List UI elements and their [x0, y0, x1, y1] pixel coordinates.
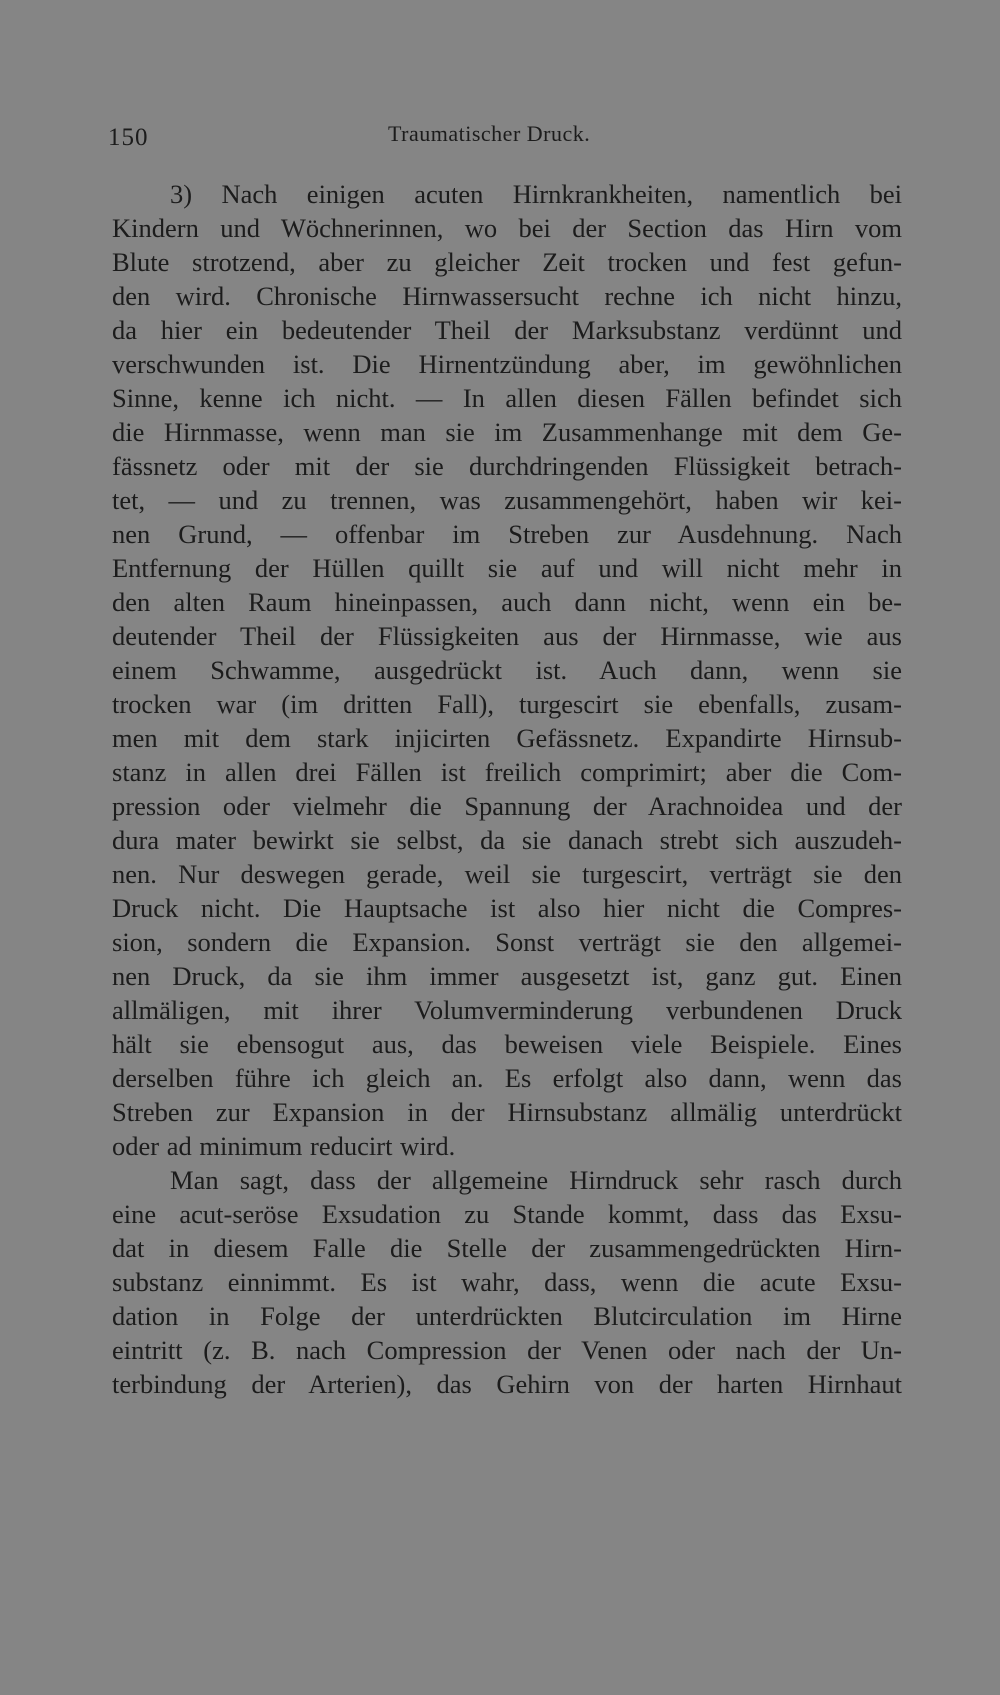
text-line: Druck nicht. Die Hauptsache ist also hier nicht die Compres- [112, 893, 902, 923]
text-line: eintritt (z. B. nach Compression der Venen oder nach der Un- [112, 1335, 902, 1365]
text-line: Entfernung der Hüllen quillt sie auf und will nicht mehr in [112, 553, 902, 583]
text-line: pression oder vielmehr die Spannung der Arachnoidea und der [112, 791, 902, 821]
text-line: nen Druck, da sie ihm immer ausgesetzt ist, ganz gut. Einen [112, 961, 902, 991]
text-line: terbindung der Arterien), das Gehirn von der harten Hirnhaut [112, 1369, 902, 1399]
page-number: 150 [108, 124, 149, 151]
text-line: eine acut-seröse Exsudation zu Stande kommt, dass das Exsu- [112, 1199, 902, 1229]
text-line: derselben führe ich gleich an. Es erfolgt also dann, wenn das [112, 1063, 902, 1093]
running-title: Traumatischer Druck. [388, 121, 591, 146]
text-line: verschwunden ist. Die Hirnentzündung aber, im gewöhnlichen [112, 349, 902, 379]
text-line: deutender Theil der Flüssigkeiten aus der Hirnmasse, wie aus [112, 621, 902, 651]
text-line: substanz einnimmt. Es ist wahr, dass, wenn die acute Exsu- [112, 1267, 902, 1297]
text-line: tet, — und zu trennen, was zusammengehört, haben wir kei- [112, 485, 902, 515]
text-line: nen Grund, — offenbar im Streben zur Ausdehnung. Nach [112, 519, 902, 549]
text-line: oder ad minimum reducirt wird. [112, 1131, 456, 1161]
text-line: einem Schwamme, ausgedrückt ist. Auch dann, wenn sie [112, 655, 902, 685]
text-line: Kindern und Wöchnerinnen, wo bei der Section das Hirn vom [112, 213, 902, 243]
text-line: die Hirnmasse, wenn man sie im Zusammenhange mit dem Ge- [112, 417, 902, 447]
text-line: Blute strotzend, aber zu gleicher Zeit trocken und fest gefun- [112, 247, 902, 277]
text-line: Man sagt, dass der allgemeine Hirndruck sehr rasch durch [170, 1165, 902, 1195]
text-line: dat in diesem Falle die Stelle der zusammengedrückten Hirn- [112, 1233, 902, 1263]
text-line: Sinne, kenne ich nicht. — In allen diesen Fällen befindet sich [112, 383, 902, 413]
text-line: nen. Nur deswegen gerade, weil sie turgescirt, verträgt sie den [112, 859, 902, 889]
text-line: hält sie ebensogut aus, das beweisen viele Beispiele. Eines [112, 1029, 902, 1059]
text-line: men mit dem stark injicirten Gefässnetz. Expandirte Hirnsub- [112, 723, 902, 753]
text-line: fässnetz oder mit der sie durchdringenden Flüssigkeit betrach- [112, 451, 902, 481]
text-line: dation in Folge der unterdrückten Blutcirculation im Hirne [112, 1301, 902, 1331]
text-line: stanz in allen drei Fällen ist freilich comprimirt; aber die Com- [112, 757, 902, 787]
text-line: da hier ein bedeutender Theil der Marksubstanz verdünnt und [112, 315, 902, 345]
text-line: den wird. Chronische Hirnwassersucht rechne ich nicht hinzu, [112, 281, 902, 311]
text-line: den alten Raum hineinpassen, auch dann nicht, wenn ein be- [112, 587, 902, 617]
text-line: trocken war (im dritten Fall), turgescirt sie ebenfalls, zusam- [112, 689, 902, 719]
text-line: Streben zur Expansion in der Hirnsubstanz allmälig unterdrückt [112, 1097, 902, 1127]
text-line: sion, sondern die Expansion. Sonst verträgt sie den allgemei- [112, 927, 902, 957]
text-line: 3) Nach einigen acuten Hirnkrankheiten, namentlich bei [170, 179, 902, 209]
text-line: dura mater bewirkt sie selbst, da sie danach strebt sich auszudeh- [112, 825, 902, 855]
text-line: allmäligen, mit ihrer Volumverminderung verbundenen Druck [112, 995, 902, 1025]
